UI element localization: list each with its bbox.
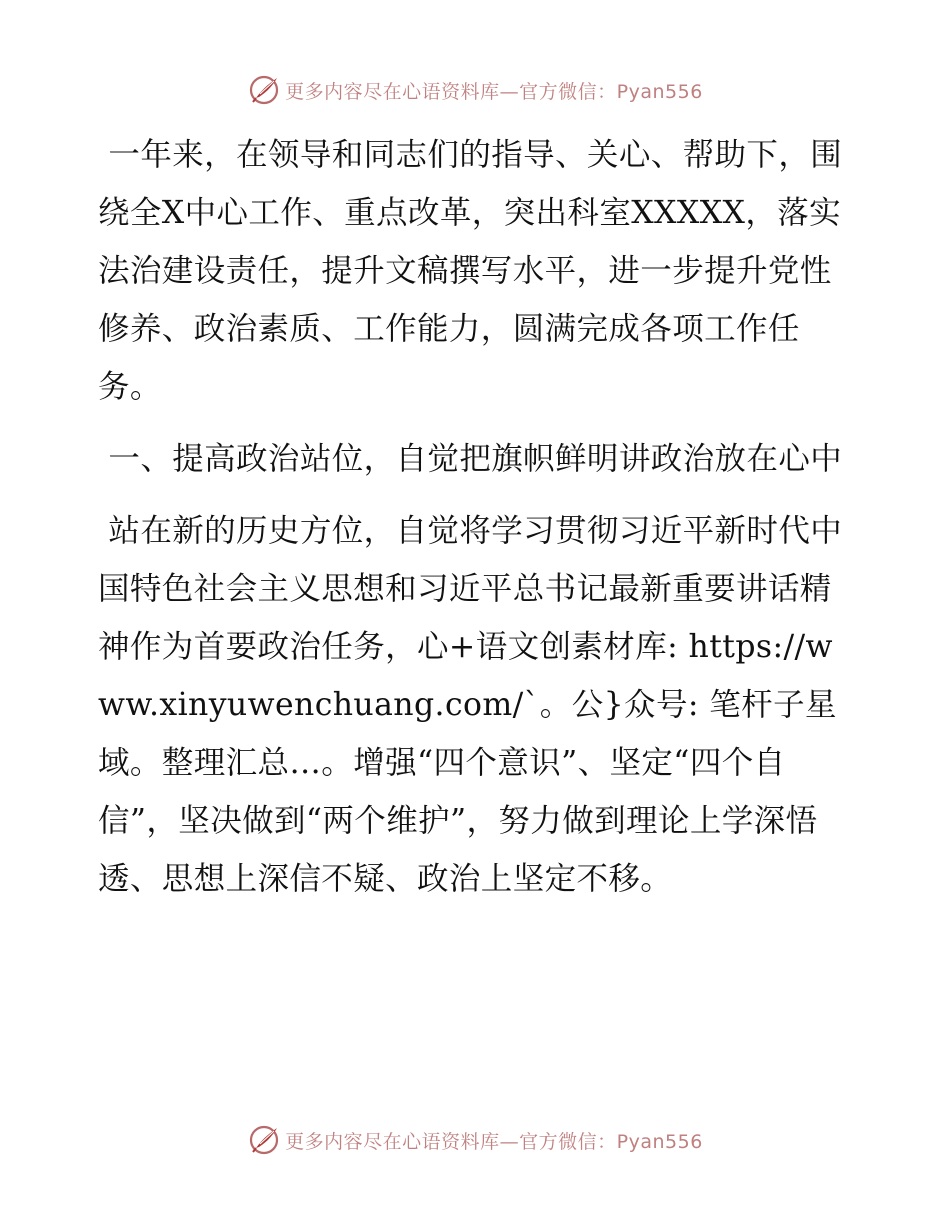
section-heading: 一、提高政治站位，自觉把旗帜鲜明讲政治放在心中 [98,441,843,477]
feather-pen-logo-icon [247,73,281,107]
header-banner [0,70,950,110]
footer-banner [0,1120,950,1160]
wechat-id: Pyan556 [616,1130,703,1153]
banner-text: 更多内容尽在心语资料库—官方微信：Pyan556 [285,1130,703,1153]
banner-text: 更多内容尽在心语资料库—官方微信：Pyan556 [285,80,703,103]
section-paragraph: 站在新的历史方位，自觉将学习贯彻习近平新时代中国特色社会主义思想和习近平总书记最新重要讲话精神作为首要政治任务，心+语文创素材库: https://www.xinyuwenchuang.com/`。公}众号: 笔杆子星域。整理汇总…。增强“四个意识”、坚定“四个自信”，坚决做到“两个维护”，努力做到理论上学深悟透、思想上深信不疑、政治上坚定不移。 [98,513,843,897]
document-body [98,126,858,908]
feather-pen-logo-icon [247,1123,281,1157]
intro-paragraph: 一年来，在领导和同志们的指导、关心、帮助下，围绕全X中心工作、重点改革，突出科室XXXXX，落实法治建设责任，提升文稿撰写水平，进一步提升党性修养、政治素质、工作能力，圆满完成各项工作任务。 [98,137,843,405]
wechat-id: Pyan556 [616,80,703,103]
